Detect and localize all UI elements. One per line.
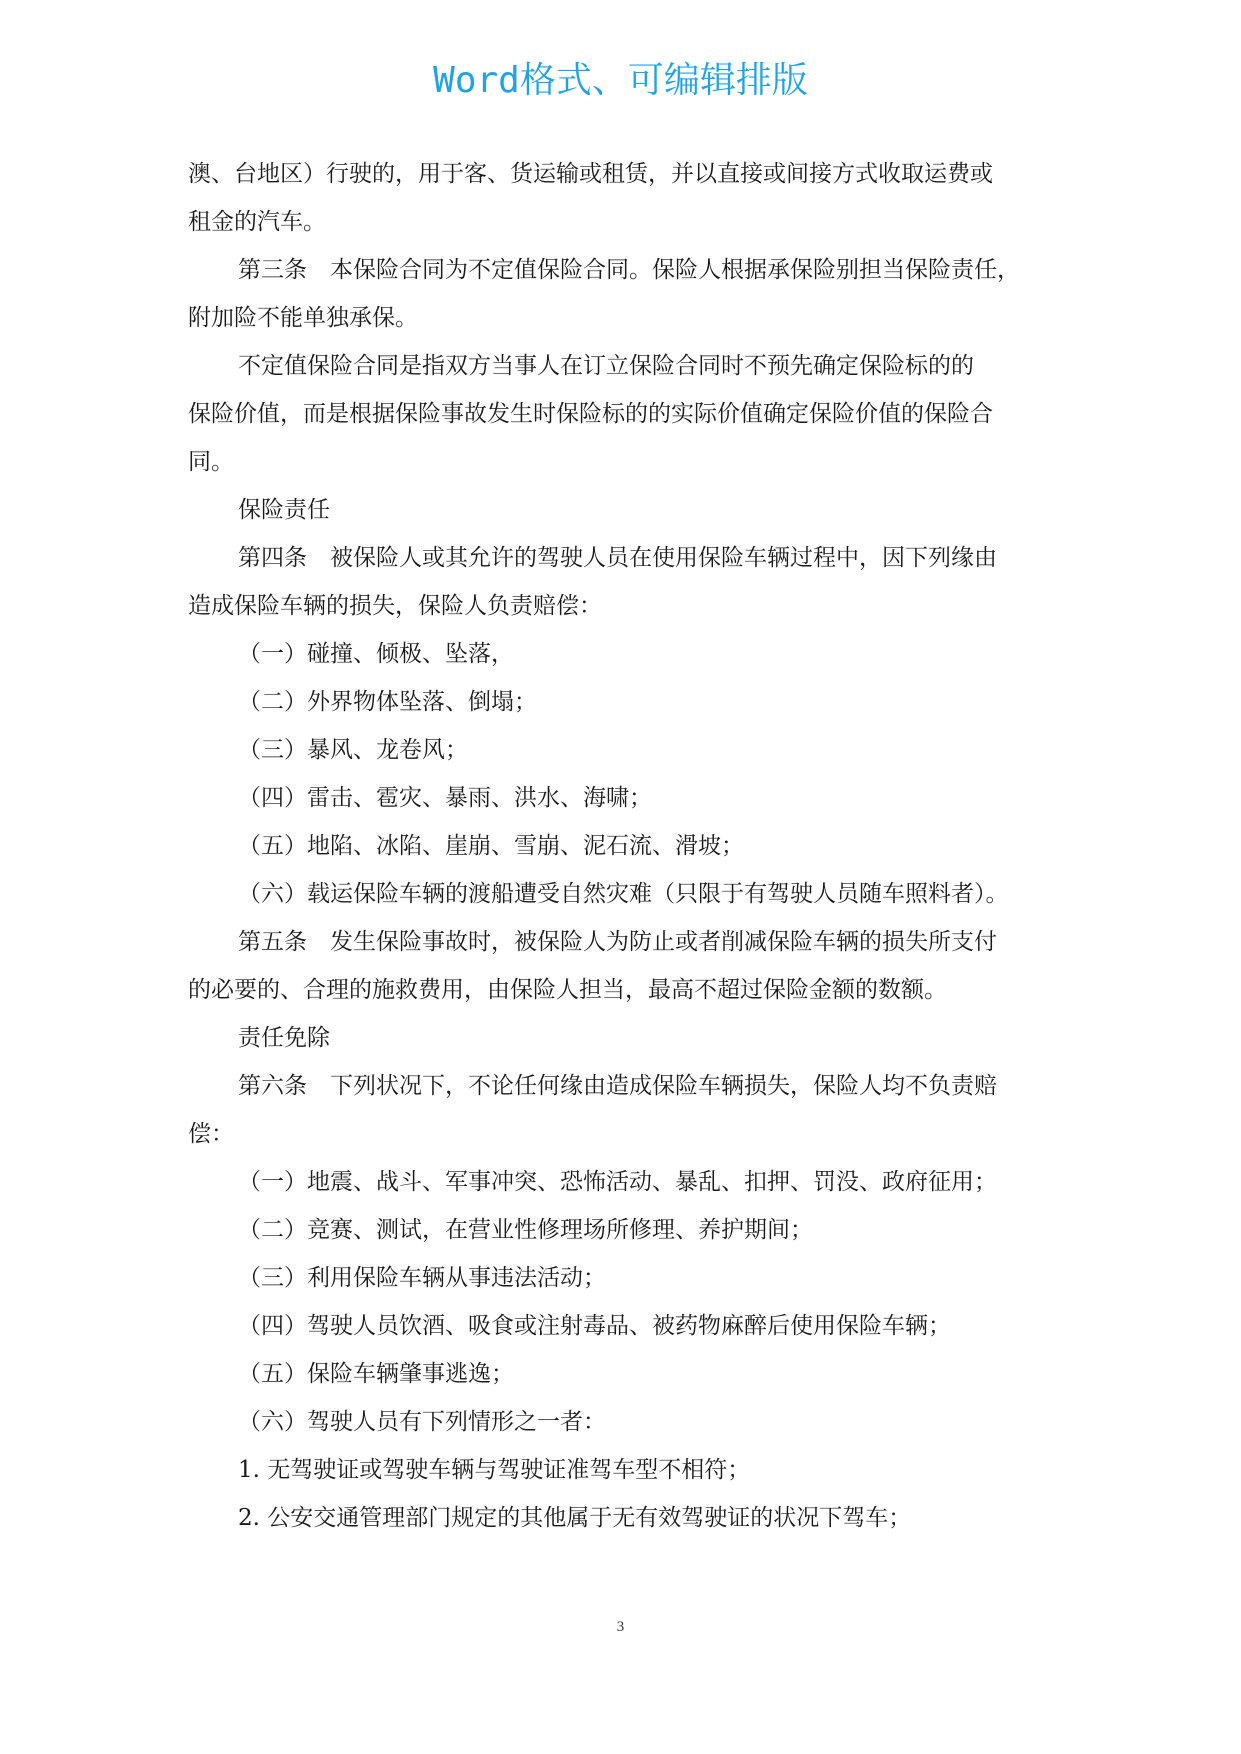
paragraph-line: 偿： (188, 1121, 234, 1147)
list-item: （二）竞赛、测试，在营业性修理场所修理、养护期间； (238, 1217, 813, 1243)
list-item: （六）驾驶人员有下列情形之一者： (238, 1409, 606, 1435)
list-item: （二）外界物体坠落、倒塌； (238, 689, 537, 715)
page-header-title: Word格式、可编辑排版 (433, 60, 808, 101)
list-item: （六）载运保险车辆的渡船遭受自然灾难（只限于有驾驶人员随车照料者）。 (238, 881, 1009, 907)
paragraph-line: 不定值保险合同是指双方当事人在订立保险合同时不预先确定保险标的的 (238, 353, 974, 379)
list-item: （一）碰撞、倾极、坠落， (238, 641, 514, 667)
paragraph-line: 造成保险车辆的损失，保险人负责赔偿： (188, 593, 602, 619)
list-item: （四）驾驶人员饮酒、吸食或注射毒品、被药物麻醉后使用保险车辆； (238, 1313, 951, 1339)
article-3-line: 第三条 本保险合同为不定值保险合同。保险人根据承保险别担当保险责任， (238, 257, 1020, 283)
paragraph-line: 同。 (188, 449, 234, 475)
document-body (188, 150, 1078, 1542)
list-item: （五）保险车辆肇事逃逸； (238, 1361, 514, 1387)
paragraph-line: 租金的汽车。 (188, 209, 326, 235)
list-item: （三）暴风、龙卷风； (238, 737, 468, 763)
list-item: （三）利用保险车辆从事违法活动； (238, 1265, 606, 1291)
page-number: 3 (616, 1619, 625, 1635)
paragraph-line: 的必要的、合理的施救费用，由保险人担当，最高不超过保险金额的数额。 (188, 977, 947, 1003)
article-4-line: 第四条 被保险人或其允许的驾驶人员在使用保险车辆过程中，因下列缘由 (238, 545, 997, 571)
section-heading-exclusions: 责任免除 (238, 1025, 330, 1051)
list-item: （五）地陷、冰陷、崖崩、雪崩、泥石流、滑坡； (238, 833, 744, 859)
paragraph-line: 保险价值，而是根据保险事故发生时保险标的的实际价值确定保险价值的保险合 (188, 401, 993, 427)
article-5-line: 第五条 发生保险事故时，被保险人为防止或者削减保险车辆的损失所支付 (238, 929, 997, 955)
list-item: （四）雷击、雹灾、暴雨、洪水、海啸； (238, 785, 652, 811)
numbered-item: 2. 公安交通管理部门规定的其他属于无有效驾驶证的状况下驾车； (238, 1505, 912, 1531)
section-heading-coverage: 保险责任 (238, 497, 330, 523)
list-item: （一）地震、战斗、军事冲突、恐怖活动、暴乱、扣押、罚没、政府征用； (238, 1169, 997, 1195)
numbered-item: 1. 无驾驶证或驾驶车辆与驾驶证准驾车型不相符； (238, 1457, 751, 1483)
paragraph-line: 附加险不能单独承保。 (188, 305, 418, 331)
paragraph-line: 澳、台地区）行驶的，用于客、货运输或租赁，并以直接或间接方式收取运费或 (188, 161, 993, 187)
article-6-line: 第六条 下列状况下，不论任何缘由造成保险车辆损失，保险人均不负责赔 (238, 1073, 997, 1099)
